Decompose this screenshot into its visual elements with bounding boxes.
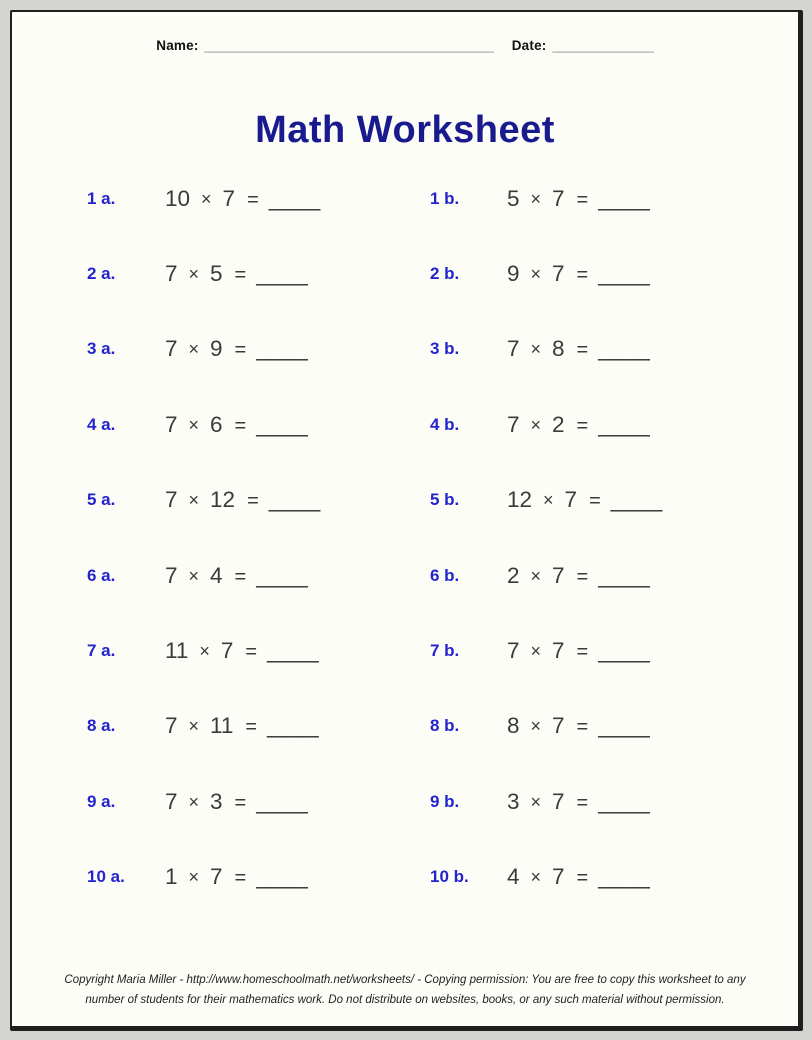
equals-sign: = bbox=[245, 641, 258, 664]
answer-blank-a: ____ bbox=[268, 185, 321, 211]
factor1-a: 11 bbox=[165, 638, 189, 664]
problem-label-b: 1 b. bbox=[430, 188, 460, 208]
multiplication-sign: × bbox=[530, 867, 542, 888]
equals-sign: = bbox=[234, 414, 247, 437]
equals-sign: = bbox=[576, 791, 589, 814]
factor2-a: 5 bbox=[210, 261, 223, 287]
problem-row bbox=[12, 764, 798, 839]
multiplication-sign: × bbox=[188, 414, 200, 435]
answer-blank-b: ____ bbox=[598, 411, 651, 437]
equals-sign: = bbox=[576, 339, 589, 362]
factor2-a: 12 bbox=[210, 487, 236, 513]
multiplication-sign: × bbox=[188, 867, 200, 888]
factor1-a: 7 bbox=[165, 411, 178, 437]
answer-blank-a: ____ bbox=[256, 336, 309, 362]
multiplication-sign: × bbox=[530, 414, 542, 435]
multiplication-sign: × bbox=[530, 641, 542, 662]
problem-label-a: 4 a. bbox=[87, 414, 116, 434]
problem-expression-b bbox=[507, 186, 798, 212]
factor1-a: 1 bbox=[165, 864, 178, 890]
answer-blank-a: ____ bbox=[256, 788, 309, 814]
answer-blank-b: ____ bbox=[598, 336, 651, 362]
factor2-a: 6 bbox=[210, 411, 223, 437]
factor1-b: 8 bbox=[507, 713, 520, 739]
problem-expression-b bbox=[507, 563, 798, 589]
factor2-b: 7 bbox=[552, 638, 565, 664]
answer-blank-a: ____ bbox=[267, 638, 320, 664]
equals-sign: = bbox=[589, 490, 601, 513]
copyright-line-1: Copyright Maria Miller - http://www.homeschoolmath.net/worksheets/ - Copying permission: You are free to copy this worksheet to any bbox=[64, 973, 746, 986]
problem-label-a: 8 a. bbox=[87, 716, 116, 736]
problem-label-a: 2 a. bbox=[87, 264, 116, 284]
problem-row bbox=[12, 161, 798, 236]
name-date-header bbox=[12, 38, 798, 53]
problem-label-b: 4 b. bbox=[430, 414, 460, 434]
factor1-a: 7 bbox=[165, 788, 178, 814]
problem-expression-b bbox=[507, 261, 798, 287]
equals-sign: = bbox=[234, 867, 247, 890]
problem-label-b: 6 b. bbox=[430, 565, 460, 585]
factor2-b: 8 bbox=[552, 336, 565, 362]
factor1-a: 7 bbox=[165, 336, 178, 362]
problem-expression-b bbox=[507, 487, 798, 513]
answer-blank-a: ____ bbox=[256, 411, 309, 437]
problem-label-b: 3 b. bbox=[430, 339, 460, 359]
equals-sign: = bbox=[576, 641, 589, 664]
multiplication-sign: × bbox=[543, 490, 554, 511]
problem-row bbox=[12, 236, 798, 311]
factor1-a: 7 bbox=[165, 713, 178, 739]
problem-expression-a bbox=[165, 638, 430, 664]
answer-blank-a: ____ bbox=[268, 487, 321, 513]
multiplication-sign: × bbox=[188, 791, 200, 812]
worksheet-page bbox=[10, 10, 803, 1031]
problem-label-a: 9 a. bbox=[87, 791, 116, 811]
problem-expression-b bbox=[507, 789, 798, 815]
factor1-b: 2 bbox=[507, 562, 520, 588]
problem-label-b: 2 b. bbox=[430, 264, 460, 284]
answer-blank-b: ____ bbox=[598, 185, 651, 211]
equals-sign: = bbox=[576, 188, 589, 211]
equals-sign: = bbox=[234, 791, 247, 814]
factor1-b: 7 bbox=[507, 411, 520, 437]
problem-label-b: 5 b. bbox=[430, 490, 460, 510]
factor1-b: 7 bbox=[507, 336, 520, 362]
factor2-b: 7 bbox=[552, 788, 565, 814]
factor2-b: 7 bbox=[552, 562, 565, 588]
problem-expression-a bbox=[165, 713, 430, 739]
equals-sign: = bbox=[247, 490, 259, 513]
date-blank-line: ______________ bbox=[552, 38, 654, 53]
equals-sign: = bbox=[576, 716, 589, 739]
factor1-a: 10 bbox=[165, 185, 191, 211]
factor2-a: 7 bbox=[222, 185, 236, 211]
page-title: Math Worksheet bbox=[255, 109, 555, 151]
multiplication-sign: × bbox=[188, 264, 200, 285]
factor1-a: 7 bbox=[165, 562, 178, 588]
problem-row bbox=[12, 463, 798, 538]
factor2-b: 7 bbox=[552, 864, 565, 890]
factor1-b: 7 bbox=[507, 638, 520, 664]
multiplication-sign: × bbox=[199, 641, 210, 662]
problem-expression-b bbox=[507, 638, 798, 664]
multiplication-sign: × bbox=[188, 716, 200, 737]
factor1-b: 4 bbox=[507, 864, 520, 890]
problem-row bbox=[12, 840, 798, 915]
factor1-b: 12 bbox=[507, 487, 533, 513]
answer-blank-b: ____ bbox=[598, 864, 651, 890]
name-label: Name: bbox=[156, 38, 199, 53]
factor2-b: 2 bbox=[552, 411, 565, 437]
multiplication-sign: × bbox=[530, 339, 542, 360]
name-blank-line: ________________________________________ bbox=[204, 38, 494, 53]
multiplication-sign: × bbox=[530, 264, 542, 285]
factor2-a: 11 bbox=[210, 713, 234, 739]
factor1-b: 9 bbox=[507, 261, 520, 287]
copyright-line-2: number of students for their mathematics work. Do not distribute on websites, books, or any such material without permission. bbox=[85, 993, 725, 1006]
answer-blank-a: ____ bbox=[267, 713, 320, 739]
multiplication-sign: × bbox=[188, 490, 200, 511]
problem-expression-a bbox=[165, 412, 430, 438]
factor2-a: 9 bbox=[210, 336, 223, 362]
problem-row bbox=[12, 387, 798, 462]
problem-expression-a bbox=[165, 261, 430, 287]
problem-label-b: 8 b. bbox=[430, 716, 460, 736]
factor2-a: 7 bbox=[220, 638, 234, 664]
equals-sign: = bbox=[234, 565, 247, 588]
multiplication-sign: × bbox=[530, 716, 542, 737]
answer-blank-b: ____ bbox=[610, 487, 663, 513]
equals-sign: = bbox=[234, 264, 247, 287]
problem-label-a: 5 a. bbox=[87, 490, 116, 510]
copyright-footer bbox=[12, 970, 798, 1010]
multiplication-sign: × bbox=[201, 188, 212, 209]
problem-label-b: 9 b. bbox=[430, 791, 460, 811]
factor2-b: 7 bbox=[552, 185, 565, 211]
problem-label-a: 1 a. bbox=[87, 188, 116, 208]
factor2-a: 4 bbox=[210, 562, 223, 588]
equals-sign: = bbox=[234, 339, 247, 362]
problem-expression-b bbox=[507, 864, 798, 890]
problem-label-b: 10 b. bbox=[430, 867, 469, 887]
factor1-b: 5 bbox=[507, 185, 520, 211]
problem-label-a: 10 a. bbox=[87, 867, 125, 887]
factor2-a: 7 bbox=[210, 864, 223, 890]
answer-blank-a: ____ bbox=[256, 864, 309, 890]
problems-list bbox=[12, 161, 798, 915]
date-label: Date: bbox=[511, 38, 547, 53]
problem-row bbox=[12, 312, 798, 387]
equals-sign: = bbox=[576, 867, 589, 890]
equals-sign: = bbox=[247, 188, 259, 211]
problem-row bbox=[12, 538, 798, 613]
multiplication-sign: × bbox=[530, 188, 542, 209]
problem-expression-a bbox=[165, 563, 430, 589]
problem-expression-a bbox=[165, 186, 430, 212]
factor1-a: 7 bbox=[165, 261, 178, 287]
factor2-b: 7 bbox=[552, 713, 565, 739]
equals-sign: = bbox=[245, 716, 258, 739]
multiplication-sign: × bbox=[530, 565, 542, 586]
problem-expression-b bbox=[507, 412, 798, 438]
problem-label-b: 7 b. bbox=[430, 641, 460, 661]
answer-blank-b: ____ bbox=[598, 638, 651, 664]
multiplication-sign: × bbox=[188, 339, 200, 360]
problem-expression-b bbox=[507, 336, 798, 362]
equals-sign: = bbox=[576, 565, 589, 588]
problem-expression-b bbox=[507, 713, 798, 739]
problem-row bbox=[12, 689, 798, 764]
problem-expression-a bbox=[165, 487, 430, 513]
problem-label-a: 6 a. bbox=[87, 565, 116, 585]
factor2-b: 7 bbox=[564, 487, 578, 513]
problem-expression-a bbox=[165, 789, 430, 815]
factor1-a: 7 bbox=[165, 487, 178, 513]
answer-blank-b: ____ bbox=[598, 713, 651, 739]
multiplication-sign: × bbox=[530, 791, 542, 812]
answer-blank-b: ____ bbox=[598, 562, 651, 588]
factor2-b: 7 bbox=[552, 261, 565, 287]
problem-label-a: 7 a. bbox=[87, 641, 116, 661]
problem-row bbox=[12, 613, 798, 688]
factor2-a: 3 bbox=[210, 788, 223, 814]
multiplication-sign: × bbox=[188, 565, 200, 586]
problem-expression-a bbox=[165, 336, 430, 362]
answer-blank-b: ____ bbox=[598, 261, 651, 287]
factor1-b: 3 bbox=[507, 788, 520, 814]
equals-sign: = bbox=[576, 264, 589, 287]
answer-blank-a: ____ bbox=[256, 562, 309, 588]
problem-expression-a bbox=[165, 864, 430, 890]
problem-label-a: 3 a. bbox=[87, 339, 116, 359]
answer-blank-b: ____ bbox=[598, 788, 651, 814]
equals-sign: = bbox=[576, 414, 589, 437]
answer-blank-a: ____ bbox=[256, 261, 309, 287]
